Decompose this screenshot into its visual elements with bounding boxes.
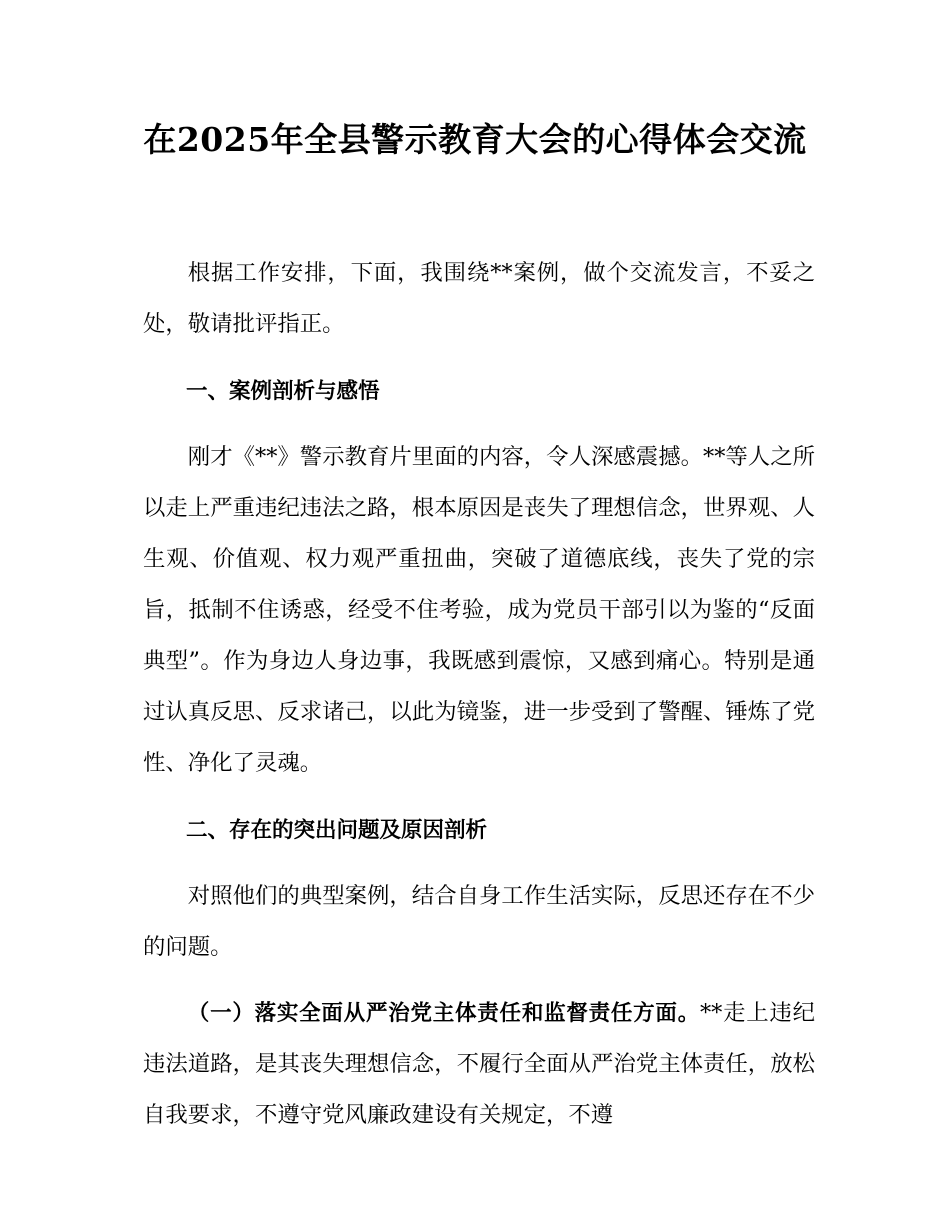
subsection-1-body: **走上违纪违法道路，是其丧失理想信念，不履行全面从严治党主体责任，放松自我要求，不遵守党风廉政建设有关规定，不遵 xyxy=(143,1000,815,1128)
section-heading-2: 二、存在的突出问题及原因剖析 xyxy=(186,818,488,843)
section-1-paragraph: 刚才《**》警示教育片里面的内容，令人深感震撼。**等人之所以走上严重违纪违法之路，根本原因是丧失了理想信念，世界观、人生观、价值观、权力观严重扭曲，突破了道德底线，丧失了党的宗旨，抵制不住诱惑，经受不住考验，成为党员干部引以为鉴的“反面典型”。作为身边人身边事，我既感到震惊，又感到痛心。特别是通过认真反思、反求诸己，以此为镜鉴，进一步受到了警醒、锤炼了党性、净化了灵魂。 xyxy=(143,444,815,776)
document-body xyxy=(143,248,815,1141)
intro-paragraph: 根据工作安排，下面，我围绕**案例，做个交流发言，不妥之处，敬请批评指正。 xyxy=(143,260,815,337)
section-heading-1: 一、案例剖析与感悟 xyxy=(186,379,380,404)
subsection-1-paragraph xyxy=(143,988,815,1141)
subsection-1-heading: （一）落实全面从严治党主体责任和监督责任方面。 xyxy=(187,1001,700,1026)
document-title: 在2025年全县警示教育大会的心得体会交流 xyxy=(143,120,807,159)
section-2-paragraph: 对照他们的典型案例，结合自身工作生活实际，反思还存在不少的问题。 xyxy=(143,883,815,960)
